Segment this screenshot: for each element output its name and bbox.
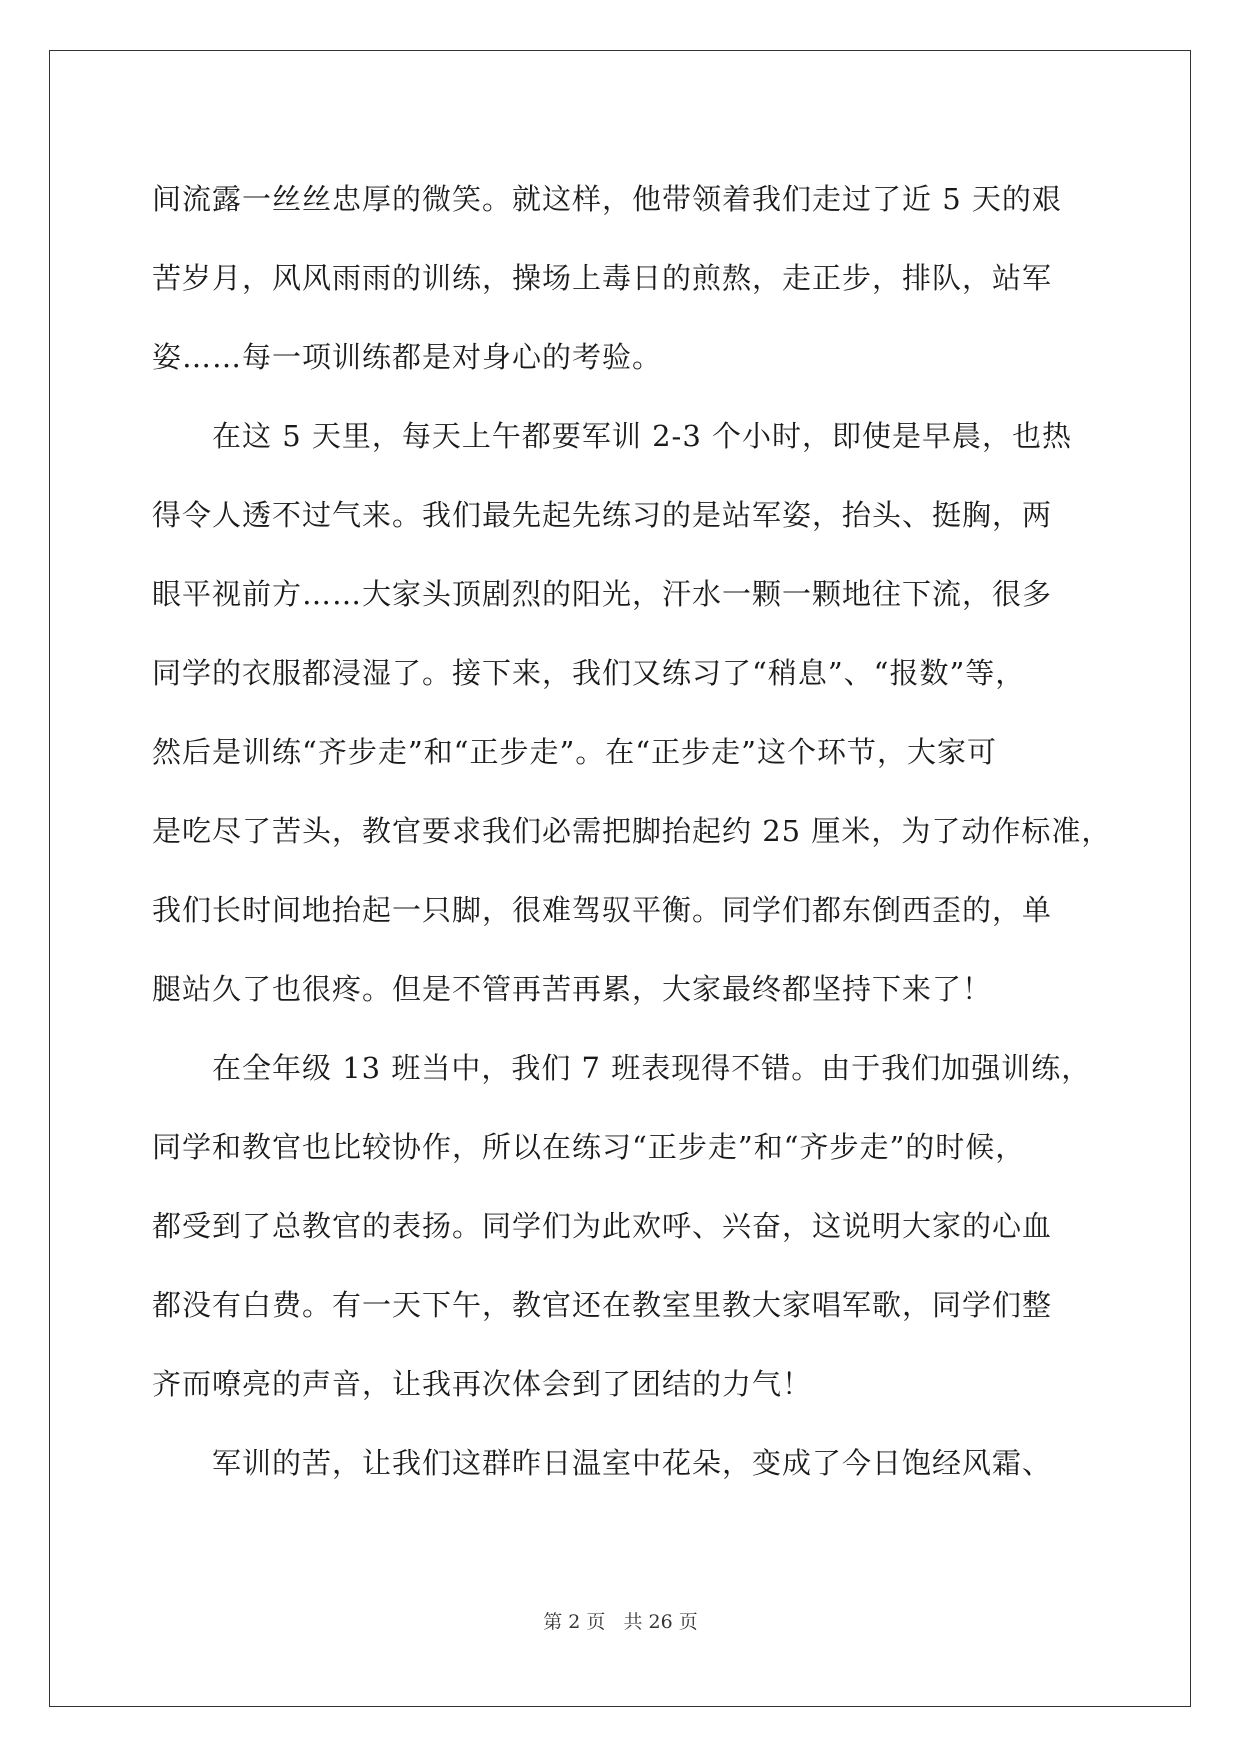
text-line: 都没有白费。有一天下午，教官还在教室里教大家唱军歌，同学们整 xyxy=(152,1288,1053,1322)
text-line: 都受到了总教官的表扬。同学们为此欢呼、兴奋，这说明大家的心血 xyxy=(152,1209,1053,1243)
text-line: 间流露一丝丝忠厚的微笑。就这样，他带领着我们走过了近 5 天的艰 xyxy=(152,182,1062,216)
document-body xyxy=(152,160,1112,1503)
text-line: 同学和教官也比较协作，所以在练习“正步走”和“齐步走”的时候， xyxy=(152,1130,1026,1164)
text-line: 同学的衣服都浸湿了。接下来，我们又练习了“稍息”、“报数”等， xyxy=(152,656,1026,690)
paragraph-start-line: 在全年级 13 班当中，我们 7 班表现得不错。由于我们加强训练， xyxy=(212,1051,1092,1085)
text-line: 得令人透不过气来。我们最先起先练习的是站军姿，抬头、挺胸，两 xyxy=(152,498,1053,532)
page-footer xyxy=(0,1607,1241,1634)
text-line: 腿站久了也很疼。但是不管再苦再累，大家最终都坚持下来了！ xyxy=(152,972,993,1006)
total-pages: 共 26 页 xyxy=(623,1611,698,1633)
text-line: 我们长时间地抬起一只脚，很难驾驭平衡。同学们都东倒西歪的，单 xyxy=(152,893,1053,927)
text-line: 姿……每一项训练都是对身心的考验。 xyxy=(152,340,663,374)
text-line: 然后是训练“齐步走”和“正步走”。在“正步走”这个环节，大家可 xyxy=(152,735,997,769)
text-line: 是吃尽了苦头，教官要求我们必需把脚抬起约 25 厘米，为了动作标准， xyxy=(152,814,1112,848)
paragraph-start-line: 军训的苦，让我们这群昨日温室中花朵，变成了今日饱经风霜、 xyxy=(212,1446,1053,1480)
paragraph-start-line: 在这 5 天里，每天上午都要军训 2-3 个小时，即使是早晨，也热 xyxy=(212,419,1073,453)
page-number: 第 2 页 xyxy=(543,1611,606,1633)
text-line: 齐而嘹亮的声音，让我再次体会到了团结的力气！ xyxy=(152,1367,813,1401)
text-line: 眼平视前方……大家头顶剧烈的阳光，汗水一颗一颗地往下流，很多 xyxy=(152,577,1053,611)
text-line: 苦岁月，风风雨雨的训练，操场上毒日的煎熬，走正步，排队，站军 xyxy=(152,261,1053,295)
